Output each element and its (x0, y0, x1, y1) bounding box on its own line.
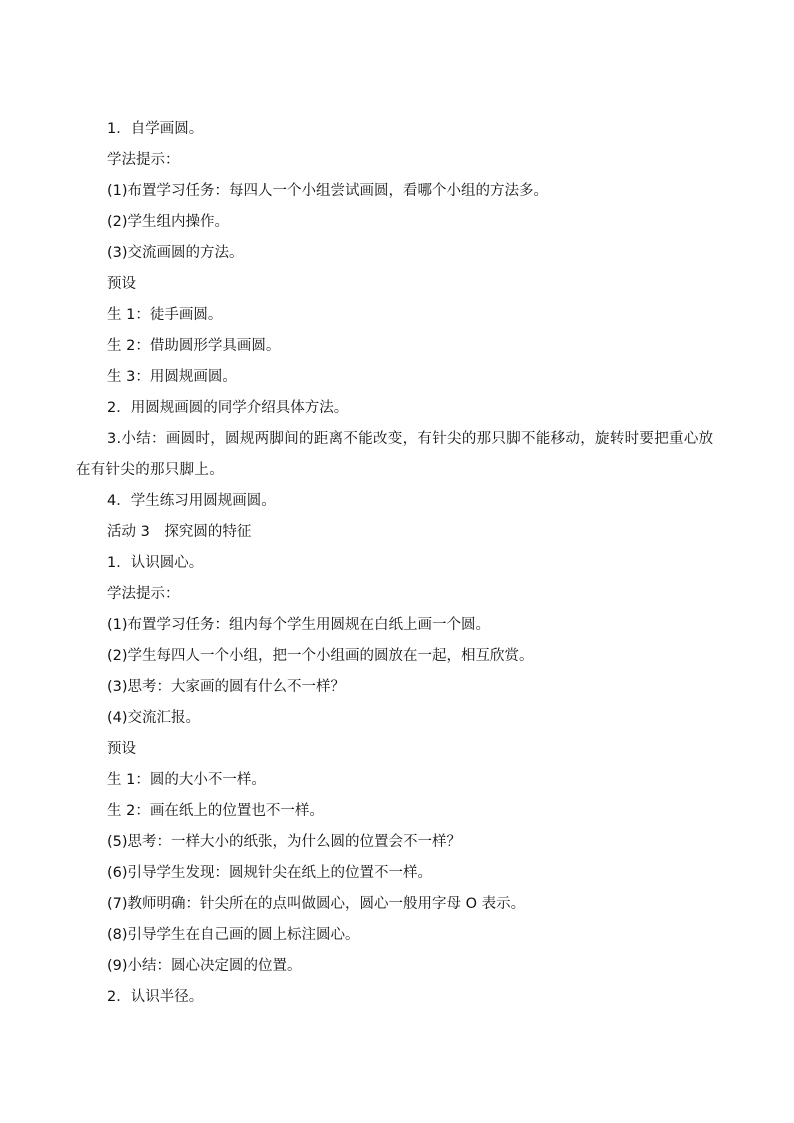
text-line: (9)小结：圆心决定圆的位置。 (107, 958, 302, 974)
text-line: 4．学生练习用圆规画圆。 (107, 493, 276, 509)
text-line: 学法提示： (107, 586, 180, 602)
text-line: 预设 (107, 276, 136, 292)
text-line: (4)交流汇报。 (107, 710, 201, 726)
section-heading: 活动 3 探究圆的特征 (107, 524, 252, 540)
summary-paragraph: 3.小结：画圆时，圆规两脚间的距离不能改变，有针尖的那只脚不能移动，旋转时要把重心放在有针尖的那只脚上。 (76, 431, 714, 478)
text-line: 学法提示： (107, 152, 180, 168)
text-line: 1．认识圆心。 (107, 555, 204, 571)
text-line: (2)学生组内操作。 (107, 214, 230, 230)
text-line: (3)思考：大家画的圆有什么不一样？ (107, 679, 346, 695)
text-line: 预设 (107, 741, 136, 757)
text-line: 2．认识半径。 (107, 989, 204, 1005)
text-line: 生 3：用圆规画圆。 (107, 369, 237, 385)
text-line: 1．自学画圆。 (107, 121, 204, 137)
text-line: 生 1：圆的大小不一样。 (107, 772, 266, 788)
document-body (76, 114, 722, 1013)
text-line: (7)教师明确：针尖所在的点叫做圆心，圆心一般用字母 O 表示。 (107, 896, 526, 912)
text-line: (8)引导学生在自己画的圆上标注圆心。 (107, 927, 360, 943)
text-line: 2．用圆规画圆的同学介绍具体方法。 (107, 400, 349, 416)
text-line: 生 2：画在纸上的位置也不一样。 (107, 803, 324, 819)
text-line: 生 2：借助圆形学具画圆。 (107, 338, 281, 354)
text-line: (2)学生每四人一个小组，把一个小组画的圆放在一起，相互欣赏。 (107, 648, 534, 664)
text-line: 生 1：徒手画圆。 (107, 307, 223, 323)
text-line: (5)思考：一样大小的纸张，为什么圆的位置会不一样？ (107, 834, 462, 850)
text-line: (6)引导学生发现：圆规针尖在纸上的位置不一样。 (107, 865, 433, 881)
text-line: (3)交流画圆的方法。 (107, 245, 244, 261)
text-line: (1)布置学习任务：组内每个学生用圆规在白纸上画一个圆。 (107, 617, 491, 633)
text-line: (1)布置学习任务：每四人一个小组尝试画圆，看哪个小组的方法多。 (107, 183, 549, 199)
